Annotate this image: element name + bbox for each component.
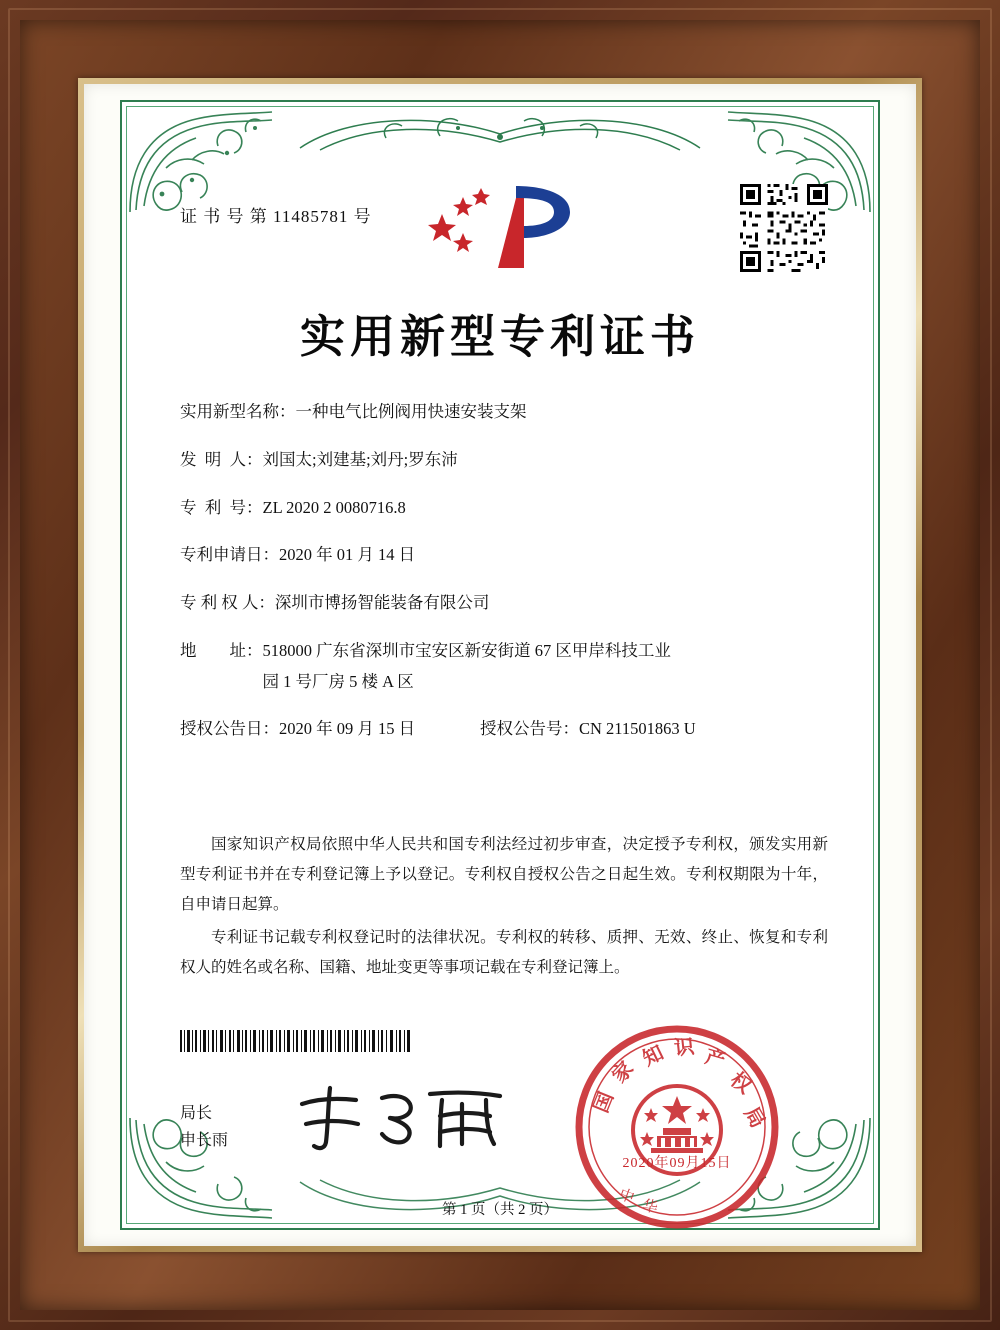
field-label: 专 利 号： (180, 497, 263, 517)
certificate-fields (180, 400, 828, 765)
patent-certificate-sheet (120, 100, 880, 1230)
field-value-application-date: 2020 年 01 月 14 日 (279, 545, 416, 565)
field-value-patentee: 深圳市博扬智能装备有限公司 (274, 593, 490, 612)
field-label: 授权公告号： (480, 719, 579, 739)
field-row-address (180, 639, 828, 695)
sipo-emblem-icon (420, 178, 580, 274)
qr-code-icon (740, 184, 828, 272)
field-row-grant (180, 717, 828, 742)
legal-text (180, 830, 828, 985)
director-block (180, 1100, 228, 1154)
seal-date: 2020年09月15日 (622, 1156, 732, 1171)
barcode-icon (180, 1030, 410, 1052)
field-label: 专利申请日： (180, 545, 279, 565)
svg-text:识: 识 (673, 1036, 696, 1060)
svg-text:产: 产 (702, 1045, 728, 1073)
field-label: 实用新型名称： (180, 402, 296, 421)
svg-text:家: 家 (608, 1057, 639, 1088)
corner-ornament-icon (126, 106, 276, 216)
field-row-inventor (180, 448, 828, 473)
field-row-patentee (180, 591, 828, 616)
svg-text:局: 局 (739, 1103, 769, 1132)
field-value-inventors: 刘国太;刘建基;刘丹;罗东沛 (262, 449, 458, 469)
field-row-patent-number (180, 496, 828, 521)
field-label: 地 址： (180, 640, 263, 660)
field-row-application-date (180, 543, 828, 568)
field-value-address-line1: 518000 广东省深圳市宝安区新安街道 67 区甲岸科技工业 (262, 640, 671, 660)
field-label: 发 明 人： (180, 449, 263, 469)
svg-text:中: 中 (616, 1186, 637, 1207)
svg-text:国: 国 (590, 1089, 619, 1116)
paragraph-2: 专利证书记载专利权登记时的法律状况。专利权的转移、质押、无效、终止、恢复和专利权人的姓名或名称、国籍、地址变更等事项记载在专利登记簿上。 (180, 928, 828, 976)
field-value-address-line2: 园 1 号厂房 5 楼 A 区 (262, 671, 414, 691)
certificate-number: 证 书 号 第 11485781 号 (180, 207, 372, 226)
paragraph-1: 国家知识产权局依照中华人民共和国专利法经过初步审查，决定授予专利权，颁发实用新型专利证书并在专利登记簿上予以登记。专利权自授权公告之日起生效。专利权期限为十年，自申请日起算。 (180, 836, 828, 914)
field-label: 授权公告日： (180, 719, 279, 739)
top-ornament-icon (290, 108, 710, 156)
director-title: 局长 (180, 1105, 213, 1122)
svg-text:知: 知 (639, 1041, 668, 1071)
field-label: 专 利 权 人： (180, 593, 275, 612)
svg-text:华: 华 (641, 1198, 659, 1217)
field-value-patent-number: ZL 2020 2 0080716.8 (262, 497, 406, 517)
field-value-utility-model-name: 一种电气比例阀用快速安装支架 (295, 402, 527, 421)
field-row-name (180, 400, 828, 425)
field-value-grant-number: CN 211501863 U (579, 719, 696, 739)
handwritten-signature-icon (290, 1080, 530, 1155)
field-value-grant-date: 2020 年 09 月 15 日 (279, 719, 416, 739)
page-footer: 第 1 页（共 2 页） (442, 1202, 558, 1218)
svg-text:权: 权 (725, 1068, 756, 1099)
director-name: 申长雨 (180, 1132, 229, 1150)
page-title: 实用新型专利证书 (299, 312, 700, 362)
